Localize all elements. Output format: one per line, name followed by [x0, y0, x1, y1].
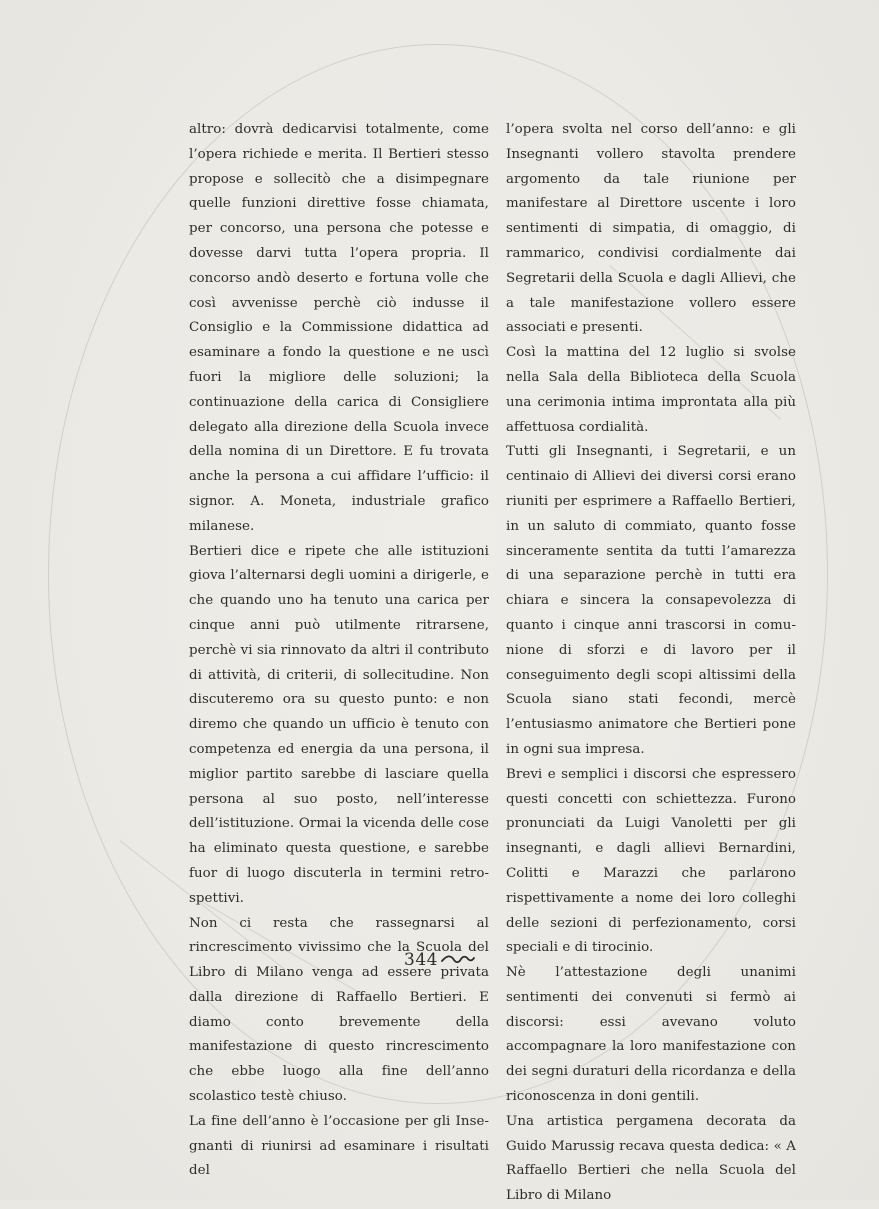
page-number: 344 [404, 950, 438, 970]
paragraph: Nè l’attestazione degli unanimi sentimenti dei convenuti si fermò ai discorsi: essi avevano voluto accompagnare la loro manifestazione con dei segni duraturi della ricordanza e della riconoscenza in doni gentili. [506, 965, 796, 1105]
paragraph: Una artistica pergamena decorata da Guido Marussig recava questa dedica: « A Raffaello Bertieri che nella Scuola del Libro di Milano [506, 1113, 796, 1204]
page-number-footer [0, 950, 879, 971]
paragraph: Così la mattina del 12 luglio si svolse nella Sala della Biblioteca della Scuola una cerimonia intima improntata alla più affettuosa cordialità. [506, 345, 796, 435]
left-column [189, 118, 489, 1184]
right-column [506, 118, 796, 1209]
paragraph: La fine dell’anno è l’occasione per gli Insegnanti di riunirsi ad esaminare i risultati del [189, 1113, 489, 1179]
paragraph: Bertieri dice e ripete che alle istituzioni giova l’alternarsi degli uomini a dirigerle, e che quando uno ha tenuto una carica per cinque anni può utilmente ritrarsene, perchè vi sia rinnovato da altri il contributo di attività, di criterii, di sollecitudine. Non discuteremo ora su questo punto: e non diremo che quando un ufficio è tenuto con competenza ed energia da una persona, il miglior partito sarebbe di lasciare quella persona al suo posto, nell’interesse dell’istituzione. Ormai la vicenda delle cose ha eliminato questa questione, e sarebbe fuor di luogo discuterla in termini retrospettivi. [189, 543, 489, 906]
paragraph: Brevi e semplici i discorsi che espressero questi concetti con schiettezza. Furono pronunciati da Luigi Vanoletti per gli insegnanti, e dagli allievi Bernardini, Colitti e Marazzi che parlarono rispettivamente a nome dei loro colleghi delle sezioni di perfezionamento, corsi speciali e di tirocinio. [506, 766, 796, 956]
swash-ornament-icon [441, 951, 475, 971]
paragraph: Tutti gli Insegnanti, i Segretarii, e un centinaio di Allievi dei diversi corsi erano riuniti per esprimere a Raffaello Bertieri, in un saluto di commiato, quanto fosse sinceramente sentita da tutti l’amarezza di una separazione perchè in tutti era chiara e sincera la consapevolezza di quanto i cinque anni trascorsi in comunione di sforzi e di lavoro per il conseguimento degli scopi altissimi della Scuola siano stati fecondi, mercè l’entusiasmo animatore che Bertieri pone in ogni sua impresa. [506, 444, 796, 757]
paragraph: Non ci resta che rassegnarsi al rincrescimento vivissimo che la Scuola del Libro di Milano venga ad essere privata dalla direzione di Raffaello Bertieri. E diamo conto brevemente della manifestazione di questo rincrescimento che ebbe luogo alla fine dell’anno scolastico testè chiuso. [189, 915, 489, 1105]
paragraph: l’opera svolta nel corso dell’anno: e gli Insegnanti vollero stavolta prendere argomento da tale riunione per manifestare al Direttore uscente i loro sentimenti di simpatia, di omaggio, di rammarico, condivisi cordialmente dai Segretarii della Scuola e dagli Allievi, che a tale manifestazione vollero essere associati e presenti. [506, 122, 796, 336]
paragraph: altro: dovrà dedicarvisi totalmente, come l’opera richiede e merita. Il Bertieri stesso propose e sollecitò che a disimpegnare quelle funzioni direttive fosse chiamata, per concorso, una persona che potesse e dovesse darvi tutta l’opera propria. Il concorso andò deserto e fortuna volle che così avvenisse perchè ciò indusse il Consiglio e la Commissione didattica ad esaminare a fondo la questione e ne uscì fuori la migliore delle soluzioni; la continuazione della carica di Consigliere delegato alla direzione della Scuola invece della nomina di un Direttore. E fu trovata anche la persona a cui affidare l’ufficio: il signor. A. Moneta, industriale grafico milanese. [189, 122, 489, 534]
